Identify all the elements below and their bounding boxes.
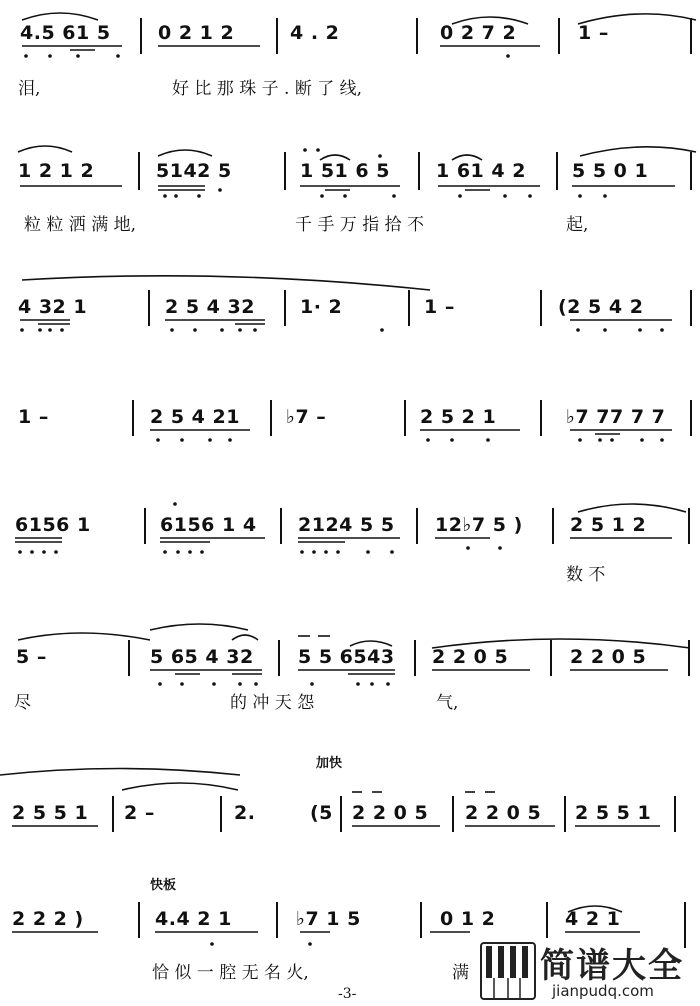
measure-notes: 5 5 6543 xyxy=(298,646,395,668)
bar-line xyxy=(552,508,554,544)
measure-notes: 2 2 2 ) xyxy=(12,908,84,930)
bar-line xyxy=(550,640,552,676)
tempo-marking: 快板 xyxy=(150,878,177,893)
bar-line xyxy=(690,152,692,190)
bar-line xyxy=(416,508,418,544)
bar-line xyxy=(674,796,676,832)
bar-line xyxy=(688,640,690,676)
lyric-line: 数 不 xyxy=(566,565,606,585)
bar-line xyxy=(112,796,114,832)
measure-notes: 6156 1 xyxy=(15,514,91,536)
lyric-line: 满 xyxy=(452,963,469,983)
measure-notes: (2 5 4 2 xyxy=(558,296,644,318)
logo-title: 简谱大全 xyxy=(540,946,684,986)
measure-notes: (5 xyxy=(310,802,333,824)
bar-line xyxy=(414,640,416,676)
lyric-line: 起, xyxy=(566,215,589,235)
lyric-line: 恰 似 一 腔 无 名 火, xyxy=(152,963,309,983)
bar-line xyxy=(148,290,150,326)
bar-line xyxy=(416,18,418,54)
measure-notes: 1 – xyxy=(578,22,609,44)
measure-notes: 1 51 6 5 xyxy=(300,160,390,182)
measure-notes: 2124 5 5 xyxy=(298,514,395,536)
measure-notes: 2 5 5 1 xyxy=(575,802,652,824)
measure-notes: 4 32 1 xyxy=(18,296,88,318)
lyric-line: 的 冲 天 怨 xyxy=(230,693,315,713)
measure-notes: 4 2 1 xyxy=(565,908,621,930)
measure-notes: 12♭7 5 ) xyxy=(435,514,523,536)
site-logo xyxy=(480,938,698,1004)
lyric-line: 粒 粒 洒 满 地, xyxy=(24,215,137,235)
bar-line xyxy=(404,400,406,436)
measure-notes: 5 – xyxy=(16,646,47,668)
measure-notes: 2 5 4 21 xyxy=(150,406,240,428)
bar-line xyxy=(280,508,282,544)
lyric-line: 好 比 那 珠 子 . 断 了 线, xyxy=(172,79,363,99)
measure-notes: 0 2 1 2 xyxy=(158,22,235,44)
bar-line xyxy=(144,508,146,544)
logo-url: jianpudq.com xyxy=(552,982,654,1000)
bar-line xyxy=(420,902,422,938)
measure-notes: 2 5 4 32 xyxy=(165,296,255,318)
measure-notes: 2 2 0 5 xyxy=(570,646,647,668)
bar-line xyxy=(138,902,140,938)
bar-line xyxy=(690,400,692,436)
bar-line xyxy=(340,796,342,832)
measure-notes: 1· 2 xyxy=(300,296,343,318)
measure-notes: 0 1 2 xyxy=(440,908,496,930)
bar-line xyxy=(690,290,692,326)
measure-notes: ♭7 – xyxy=(286,406,327,428)
bar-line xyxy=(284,152,286,190)
measure-notes: 1 – xyxy=(18,406,49,428)
lyric-line: 尽 xyxy=(14,693,31,713)
bar-line xyxy=(140,18,142,54)
measure-notes: 5 65 4 32 xyxy=(150,646,254,668)
bar-line xyxy=(558,18,560,54)
measure-notes: 2. xyxy=(234,802,256,824)
bar-line xyxy=(276,18,278,54)
lyric-line: 气, xyxy=(436,693,459,713)
bar-line xyxy=(220,796,222,832)
bar-line xyxy=(278,640,280,676)
measure-notes: 1 – xyxy=(424,296,455,318)
bar-line xyxy=(418,152,420,190)
measure-notes: 4.4 2 1 xyxy=(155,908,232,930)
bar-line xyxy=(270,400,272,436)
bar-line xyxy=(138,152,140,190)
measure-notes: 1 61 4 2 xyxy=(436,160,526,182)
measure-notes: 4.5 61 5 xyxy=(20,22,111,44)
measure-notes: ♭7 1 5 xyxy=(296,908,361,930)
tempo-marking: 加快 xyxy=(316,756,343,771)
bar-line xyxy=(556,152,558,190)
bar-line xyxy=(540,400,542,436)
measure-notes: 2 2 0 5 xyxy=(352,802,429,824)
measure-notes: 4 . 2 xyxy=(290,22,340,44)
measure-notes: 2 – xyxy=(124,802,155,824)
bar-line xyxy=(132,400,134,436)
bar-line xyxy=(688,508,690,544)
bar-line xyxy=(284,290,286,326)
bar-line xyxy=(540,290,542,326)
measure-notes: 6156 1 4 xyxy=(160,514,257,536)
lyric-line: 千 手 万 指 拾 不 xyxy=(295,215,425,235)
bar-line xyxy=(452,796,454,832)
lyric-line: 泪, xyxy=(18,79,41,99)
measure-notes: 2 2 0 5 xyxy=(432,646,509,668)
bar-line xyxy=(128,640,130,676)
measure-notes: 5142 5 xyxy=(156,160,232,182)
measure-notes: ♭7 77 7 7 xyxy=(566,406,666,428)
page-number: -3- xyxy=(338,986,357,1002)
measure-notes: 2 5 5 1 xyxy=(12,802,89,824)
measure-notes: 5 5 0 1 xyxy=(572,160,649,182)
bar-line xyxy=(408,290,410,326)
bar-line xyxy=(690,18,692,54)
measure-notes: 1 2 1 2 xyxy=(18,160,95,182)
measure-notes: 0 2 7 2 xyxy=(440,22,517,44)
bar-line xyxy=(276,902,278,938)
bar-line xyxy=(564,796,566,832)
measure-notes: 2 2 0 5 xyxy=(465,802,542,824)
bar-line xyxy=(546,902,548,938)
measure-notes: 2 5 2 1 xyxy=(420,406,497,428)
measure-notes: 2 5 1 2 xyxy=(570,514,647,536)
piano-keys-icon xyxy=(480,942,536,1000)
